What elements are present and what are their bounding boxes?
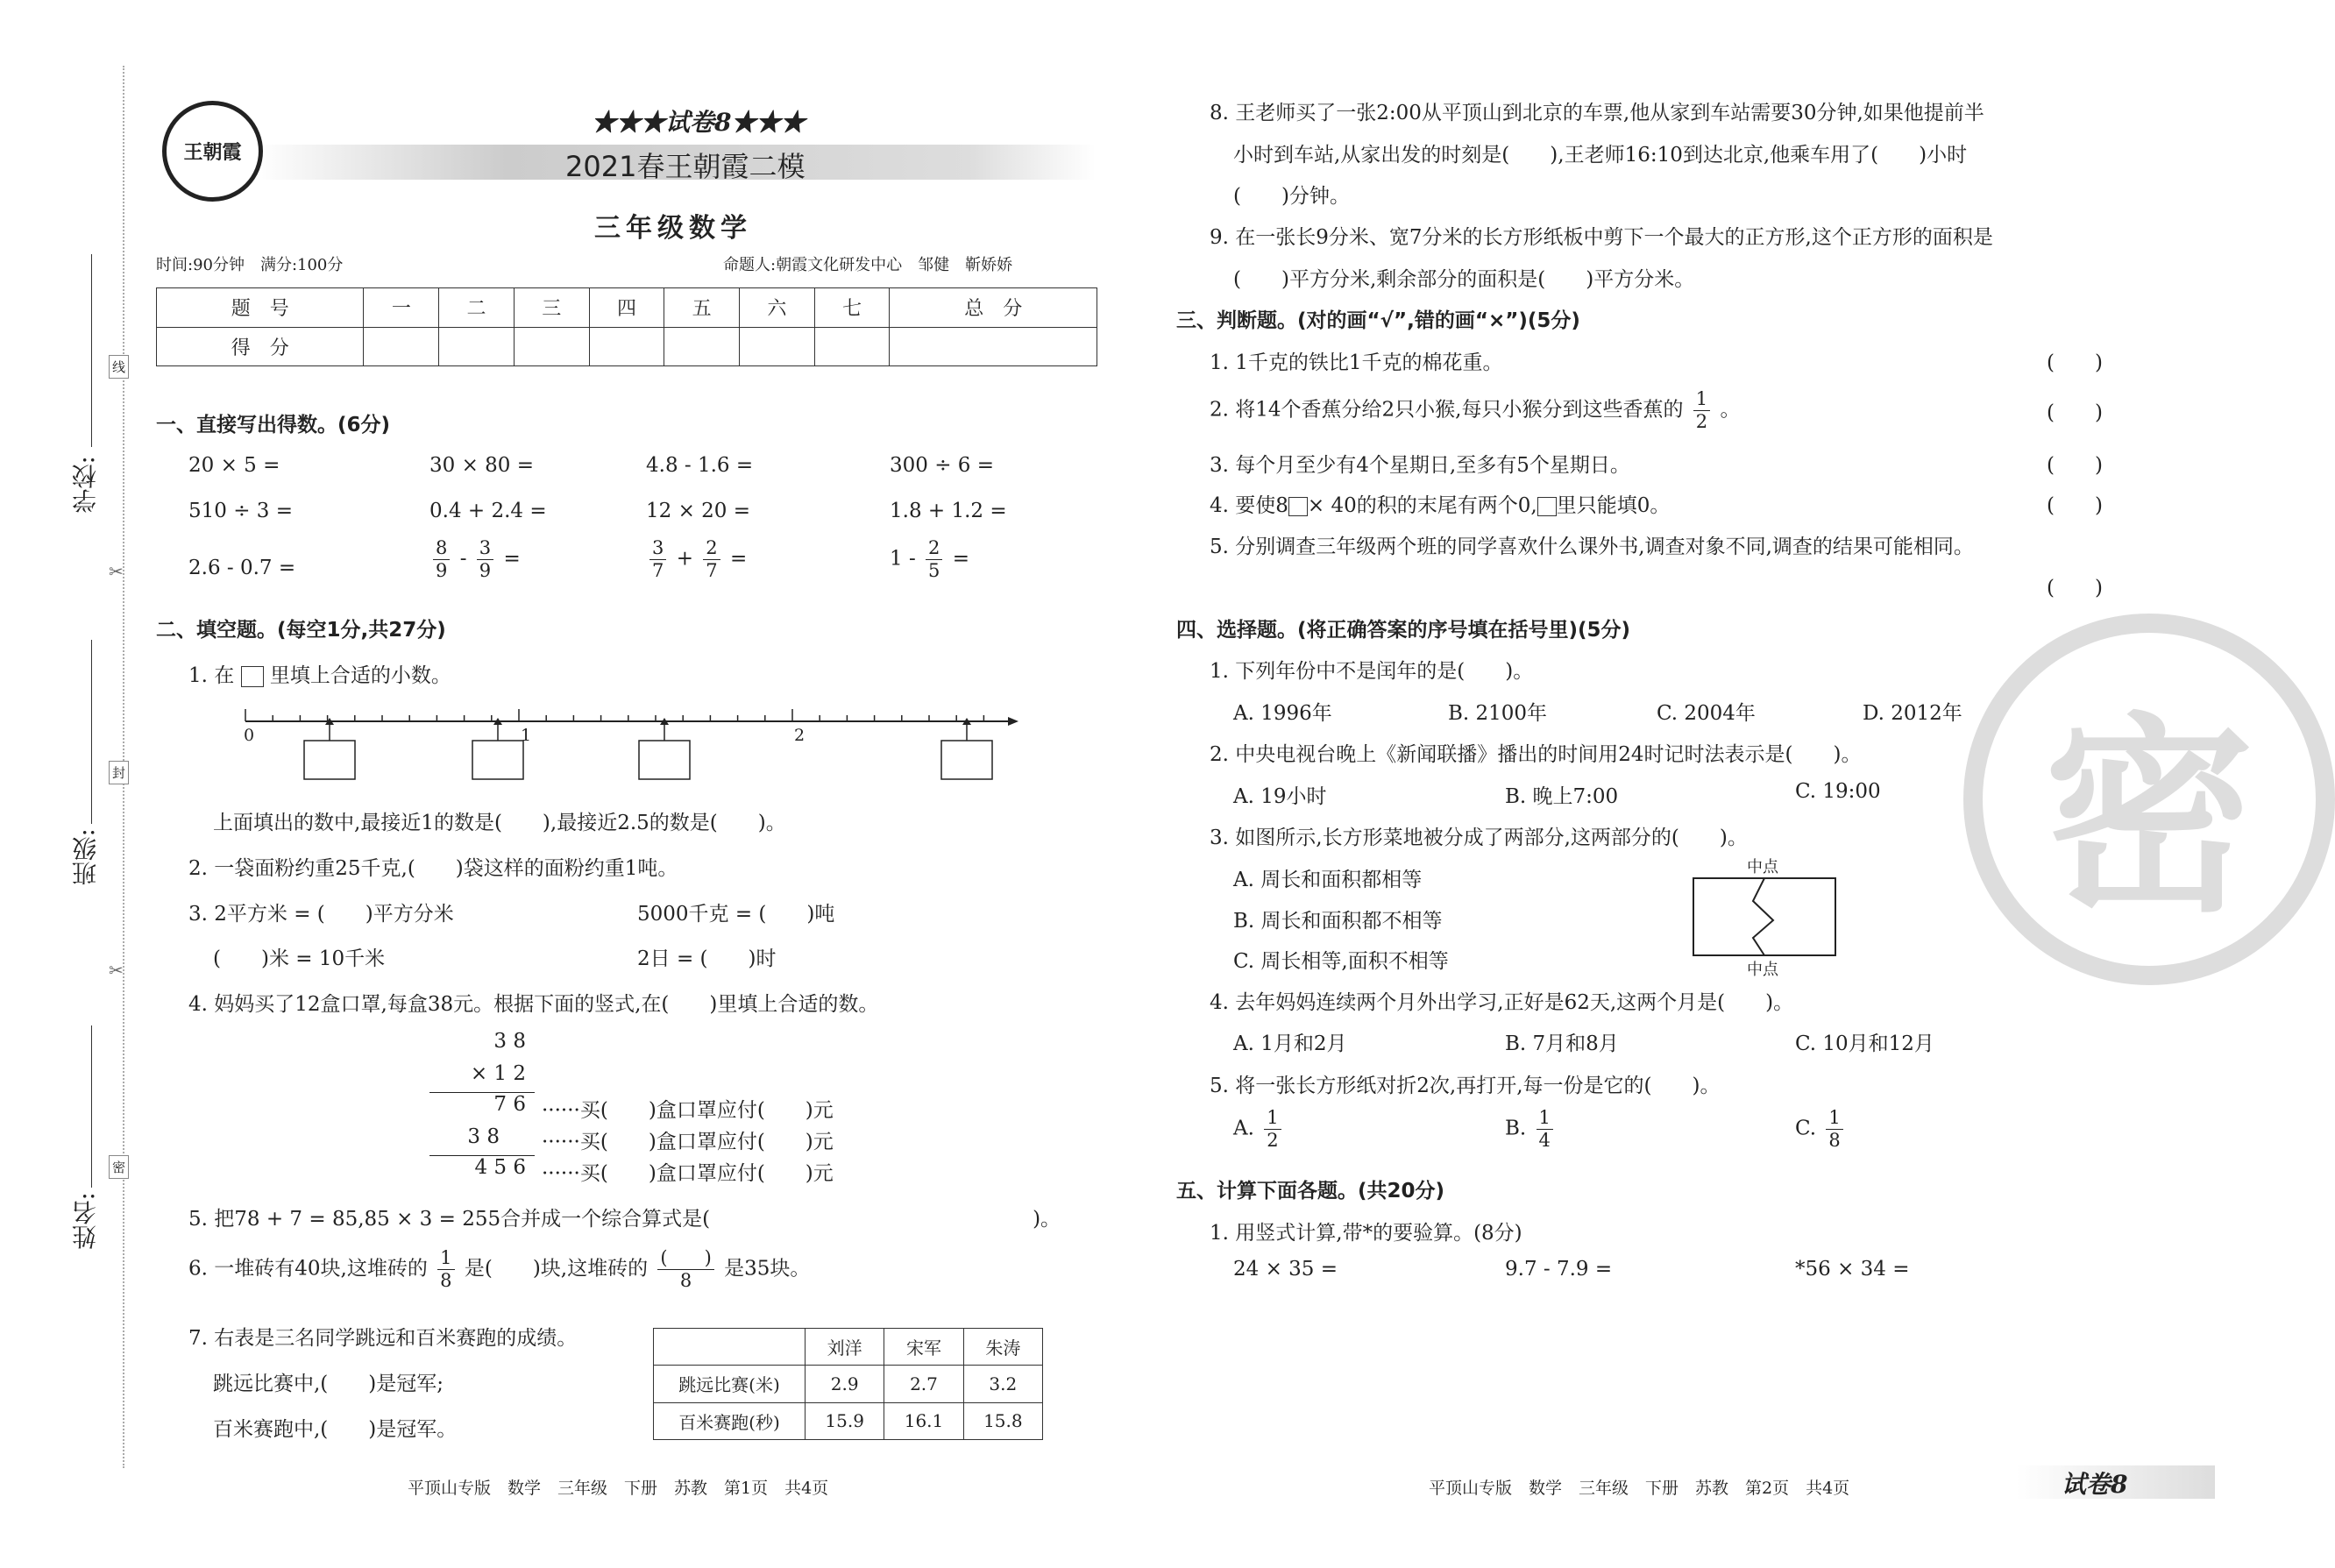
blank-box [1537, 497, 1557, 516]
number-line [237, 706, 1026, 793]
vertical-calc [429, 1030, 535, 1188]
score-cell[interactable] [740, 327, 815, 366]
question-6 [188, 1249, 810, 1290]
calc-item: 4.8 - 1.6 = [646, 454, 754, 477]
question-3a: 3. 2平方米 = ( )平方分米 [188, 903, 454, 926]
class-label: 班级: [71, 828, 100, 886]
choice-option[interactable]: B. 2100年 [1448, 702, 1548, 725]
question-7: 7. 右表是三名同学跳远和百米赛跑的成绩。 [188, 1327, 578, 1350]
judge-2 [1210, 390, 1740, 431]
subject-title: 三年级数学 [594, 213, 752, 244]
section-title: 一、直接写出得数。(6分) [156, 414, 391, 436]
frac-num: 1 [1826, 1109, 1842, 1130]
q1-text: 1. 在 [188, 664, 235, 687]
judge-4 [1210, 489, 1670, 518]
results-cell: 3.2 [963, 1366, 1042, 1402]
frac-den: 9 [479, 560, 492, 581]
section-title: 五、计算下面各题。(共20分) [1176, 1180, 1445, 1203]
frac-den: 8 [1828, 1130, 1841, 1151]
opt-letter: C. [1795, 1117, 1817, 1140]
frac-num: 2 [703, 539, 720, 560]
answer-box[interactable] [639, 741, 690, 779]
school-label: 学校: [71, 456, 100, 514]
question-4: 4. 妈妈买了12盒口罩,每盒38元。根据下面的竖式,在( )里填上合适的数。 [188, 993, 879, 1016]
footer-right: 平顶山专版 数学 三年级 下册 苏教 第2页 共4页 [1429, 1479, 1850, 1498]
j2-text: 2. 将14个香蕉分给2只小猴,每只小猴分到这些香蕉的 [1210, 398, 1684, 422]
frac-den: 2 [1267, 1130, 1279, 1151]
score-cell[interactable] [589, 327, 664, 366]
mark-seal: 封 [109, 761, 129, 784]
score-table [156, 287, 1097, 366]
j4-text-c: 里只能填0。 [1556, 494, 1671, 517]
score-cell[interactable] [514, 327, 589, 366]
choice-option[interactable]: B. 晚上7:00 [1505, 785, 1619, 808]
opt-letter: A. [1233, 1117, 1254, 1140]
choice-4: 4. 去年妈妈连续两个月外出学习,正好是62天,这两个月是( )。 [1210, 991, 1794, 1014]
choice-option[interactable]: A. 周长和面积都相等 [1233, 869, 1423, 891]
midpoint-label: 中点 [1747, 858, 1778, 876]
frac-den: 9 [436, 560, 448, 581]
results-header: 朱涛 [963, 1329, 1042, 1366]
question-7b: 百米赛跑中,( )是冠军。 [213, 1418, 458, 1441]
midpoint-label: 中点 [1747, 961, 1778, 979]
question-9b: ( )平方分米,剩余部分的面积是( )平方分米。 [1233, 268, 1695, 291]
question-9a: 9. 在一张长9分米、宽7分米的长方形纸板中剪下一个最大的正方形,这个正方形的面积是 [1210, 226, 1993, 249]
calc-fraction-item [890, 539, 969, 580]
section-title: 二、填空题。(每空1分,共27分) [156, 619, 446, 642]
choice-option[interactable]: C. 周长相等,面积不相等 [1233, 950, 1449, 973]
eq: = [952, 547, 969, 571]
j4-text-b: × 40的积的末尾有两个0, [1307, 494, 1537, 517]
results-header: 宋军 [884, 1329, 963, 1366]
answer-box[interactable] [472, 741, 523, 779]
section-title: 三、判断题。(对的画“√”,错的画“×”)(5分) [1176, 309, 1580, 332]
vc-line: 7 6 [493, 1093, 526, 1116]
choice-option[interactable]: A. 19小时 [1233, 785, 1327, 808]
j4-text-a: 4. 要使8 [1210, 494, 1288, 517]
choice-5: 5. 将一张长方形纸对折2次,再打开,每一份是它的( )。 [1210, 1075, 1721, 1097]
results-header: 刘洋 [806, 1329, 884, 1366]
calc-item: 510 ÷ 3 = [188, 500, 294, 522]
frac-num-blank[interactable]: ( ) [657, 1249, 713, 1270]
frac-den: 8 [679, 1270, 692, 1291]
calc-fraction-item [429, 539, 521, 580]
eq: = [503, 547, 521, 571]
opt-letter: B. [1505, 1117, 1527, 1140]
j2-end: 。 [1720, 398, 1741, 422]
choice-option[interactable] [1233, 1109, 1285, 1150]
judge-paren[interactable]: ( ) [2047, 401, 2103, 424]
watermark-seal [1963, 614, 2335, 985]
results-row-label: 百米赛跑(秒) [654, 1402, 806, 1439]
footer-left: 平顶山专版 数学 三年级 下册 苏教 第1页 共4页 [408, 1479, 829, 1498]
vc-line: 4 5 6 [474, 1156, 526, 1179]
judge-5: 5. 分别调查三年级两个班的同学喜欢什么课外书,调查对象不同,调查的结果可能相同。 [1210, 536, 1974, 558]
question-8c: ( )分钟。 [1233, 185, 1350, 208]
frac-den: 7 [706, 560, 718, 581]
vc-line: × 1 2 [429, 1062, 535, 1093]
frac-num: 1 [437, 1249, 454, 1270]
choice-option[interactable]: D. 2012年 [1863, 702, 1962, 725]
calc-item: 9.7 - 7.9 = [1505, 1258, 1613, 1281]
calc-item: 300 ÷ 6 = [890, 454, 995, 477]
choice-option[interactable]: B. 7月和8月 [1505, 1032, 1619, 1055]
calc-question: 1. 用竖式计算,带*的要验算。(8分) [1210, 1222, 1522, 1245]
nl-label-2: 2 [794, 726, 806, 745]
class-line [91, 640, 92, 824]
page-title: 2021春王朝霞二模 [565, 150, 806, 183]
op: 1 - [890, 547, 916, 571]
score-header-cell: 七 [814, 288, 890, 328]
judge-paren[interactable]: ( ) [2047, 454, 2103, 477]
results-cell: 15.8 [963, 1402, 1042, 1439]
op: + [676, 547, 693, 571]
calc-item: 0.4 + 2.4 = [429, 500, 547, 522]
question-7a: 跳远比赛中,( )是冠军; [213, 1373, 444, 1395]
question-1 [188, 659, 451, 688]
frac-num: 3 [477, 539, 493, 560]
blank-box [241, 666, 264, 687]
choice-option[interactable]: A. 1996年 [1233, 702, 1332, 725]
vc-line: 3 8 [429, 1125, 535, 1156]
question-8b: 小时到车站,从家出发的时刻是( ),王老师16:10到达北京,他乘车用了( )小时 [1233, 144, 1968, 167]
exam-time: 时间:90分钟 满分:100分 [156, 256, 344, 274]
q6-text-c: 是35块。 [724, 1257, 811, 1281]
score-header-cell: 四 [589, 288, 664, 328]
eq: = [729, 547, 748, 571]
question-8a: 8. 王老师买了一张2:00从平顶山到北京的车票,他从家到车站需要30分钟,如果他提前半 [1210, 102, 1984, 124]
nl-label-0: 0 [244, 726, 255, 745]
choice-option[interactable]: C. 2004年 [1657, 702, 1756, 725]
question-3b: 5000千克 = ( )吨 [637, 903, 835, 926]
score-row-label: 得 分 [157, 327, 364, 366]
choice-option[interactable]: C. 10月和12月 [1795, 1032, 1934, 1055]
choice-option[interactable] [1505, 1109, 1557, 1150]
judge-1: 1. 1千克的铁比1千克的棉花重。 [1210, 351, 1503, 374]
judge-paren[interactable]: ( ) [2047, 577, 2103, 600]
judge-paren[interactable]: ( ) [2047, 494, 2103, 517]
mark-line: 线 [109, 355, 129, 379]
results-header [654, 1329, 806, 1366]
mark-secret: 密 [109, 1155, 129, 1179]
choice-option[interactable]: A. 1月和2月 [1233, 1032, 1347, 1055]
score-header-cell: 题 号 [157, 288, 364, 328]
score-cell[interactable] [664, 327, 740, 366]
frac-num: 1 [1537, 1109, 1553, 1130]
choice-option[interactable]: C. 19:00 [1795, 780, 1881, 803]
score-cell[interactable] [890, 327, 1097, 366]
score-cell[interactable] [814, 327, 890, 366]
name-line [91, 1025, 92, 1188]
op: - [459, 547, 467, 571]
results-cell: 2.7 [884, 1366, 963, 1402]
logo-text: 王朝霞 [183, 141, 242, 164]
judge-paren[interactable]: ( ) [2047, 351, 2103, 374]
frac-num: 2 [926, 539, 942, 560]
school-line [91, 254, 92, 447]
scissor-icon: ✂ [109, 561, 124, 582]
choice-1: 1. 下列年份中不是闰年的是( )。 [1210, 660, 1534, 683]
calc-item: 24 × 35 = [1233, 1258, 1338, 1281]
score-cell[interactable] [439, 327, 515, 366]
vc-note: ······买( )盒口罩应付( )元 [542, 1131, 834, 1153]
question-3c: ( )米 = 10千米 [213, 947, 386, 970]
q6-text-b: 是( )块,这堆砖的 [464, 1257, 649, 1281]
score-header-cell: 五 [664, 288, 740, 328]
score-cell[interactable] [364, 327, 439, 366]
footer-tag: 试卷8 [2062, 1470, 2128, 1499]
results-cell: 16.1 [884, 1402, 963, 1439]
choice-2: 2. 中央电视台晚上《新闻联播》播出的时间用24时记时法表示是( )。 [1210, 743, 1862, 766]
frac-den: 5 [928, 560, 940, 581]
vc-note: ······买( )盒口罩应付( )元 [542, 1099, 834, 1122]
score-header-cell: 二 [439, 288, 515, 328]
section-title: 四、选择题。(将正确答案的序号填在括号里)(5分) [1176, 619, 1631, 642]
results-table [653, 1328, 1043, 1440]
blank-box [1288, 497, 1308, 516]
answer-box[interactable] [304, 741, 355, 779]
name-label: 姓名: [71, 1192, 100, 1250]
results-row-label: 跳远比赛(米) [654, 1366, 806, 1402]
question-3d: 2日 = ( )时 [637, 947, 777, 970]
score-header-cell: 总 分 [890, 288, 1097, 328]
field-diagram [1692, 876, 1841, 960]
q6-text-a: 6. 一堆砖有40块,这堆砖的 [188, 1257, 428, 1281]
question-2: 2. 一袋面粉约重25千克,( )袋这样的面粉约重1吨。 [188, 857, 678, 880]
question-5: 5. 把78 + 7 = 85,85 × 3 = 255合并成一个综合算式是( )。 [188, 1208, 1061, 1231]
choice-option[interactable]: B. 周长和面积都不相等 [1233, 910, 1443, 933]
watermark-char: 密 [2043, 694, 2254, 940]
frac-den: 7 [652, 560, 664, 581]
score-header-cell: 六 [740, 288, 815, 328]
calc-item: 1.8 + 1.2 = [890, 500, 1007, 522]
calc-item: 30 × 80 = [429, 454, 535, 477]
scissor-icon: ✂ [109, 960, 124, 981]
frac-den: 4 [1538, 1130, 1551, 1151]
exam-author: 命题人:朝霞文化研发中心 邹健 靳娇娇 [723, 256, 1013, 274]
results-cell: 2.9 [806, 1366, 884, 1402]
frac-den: 8 [440, 1270, 452, 1291]
vc-line: 3 8 [493, 1030, 526, 1053]
score-header-cell: 一 [364, 288, 439, 328]
nl-label-1: 1 [521, 726, 532, 745]
results-cell: 15.9 [806, 1402, 884, 1439]
calc-item: 2.6 - 0.7 = [188, 557, 296, 579]
choice-3: 3. 如图所示,长方形菜地被分成了两部分,这两部分的( )。 [1210, 827, 1748, 849]
q1-followup: 上面填出的数中,最接近1的数是( ),最接近2.5的数是( )。 [213, 812, 786, 834]
calc-item: *56 × 34 = [1795, 1258, 1910, 1281]
calc-item: 12 × 20 = [646, 500, 751, 522]
frac-num: 8 [433, 539, 450, 560]
series-label: ★★★试卷8★★★ [592, 108, 806, 137]
answer-box[interactable] [941, 741, 992, 779]
logo [162, 101, 263, 202]
frac-num: 3 [649, 539, 666, 560]
choice-option[interactable] [1795, 1109, 1847, 1150]
frac-num: 1 [1264, 1109, 1281, 1130]
calc-fraction-item [646, 539, 747, 580]
frac-den: 2 [1695, 411, 1708, 432]
frac-num: 1 [1693, 390, 1710, 411]
calc-item: 20 × 5 = [188, 454, 280, 477]
judge-3: 3. 每个月至少有4个星期日,至多有5个星期日。 [1210, 454, 1630, 477]
vc-note: ······买( )盒口罩应付( )元 [542, 1162, 834, 1185]
q1-text-b: 里填上合适的小数。 [269, 664, 451, 687]
score-header-cell: 三 [514, 288, 589, 328]
